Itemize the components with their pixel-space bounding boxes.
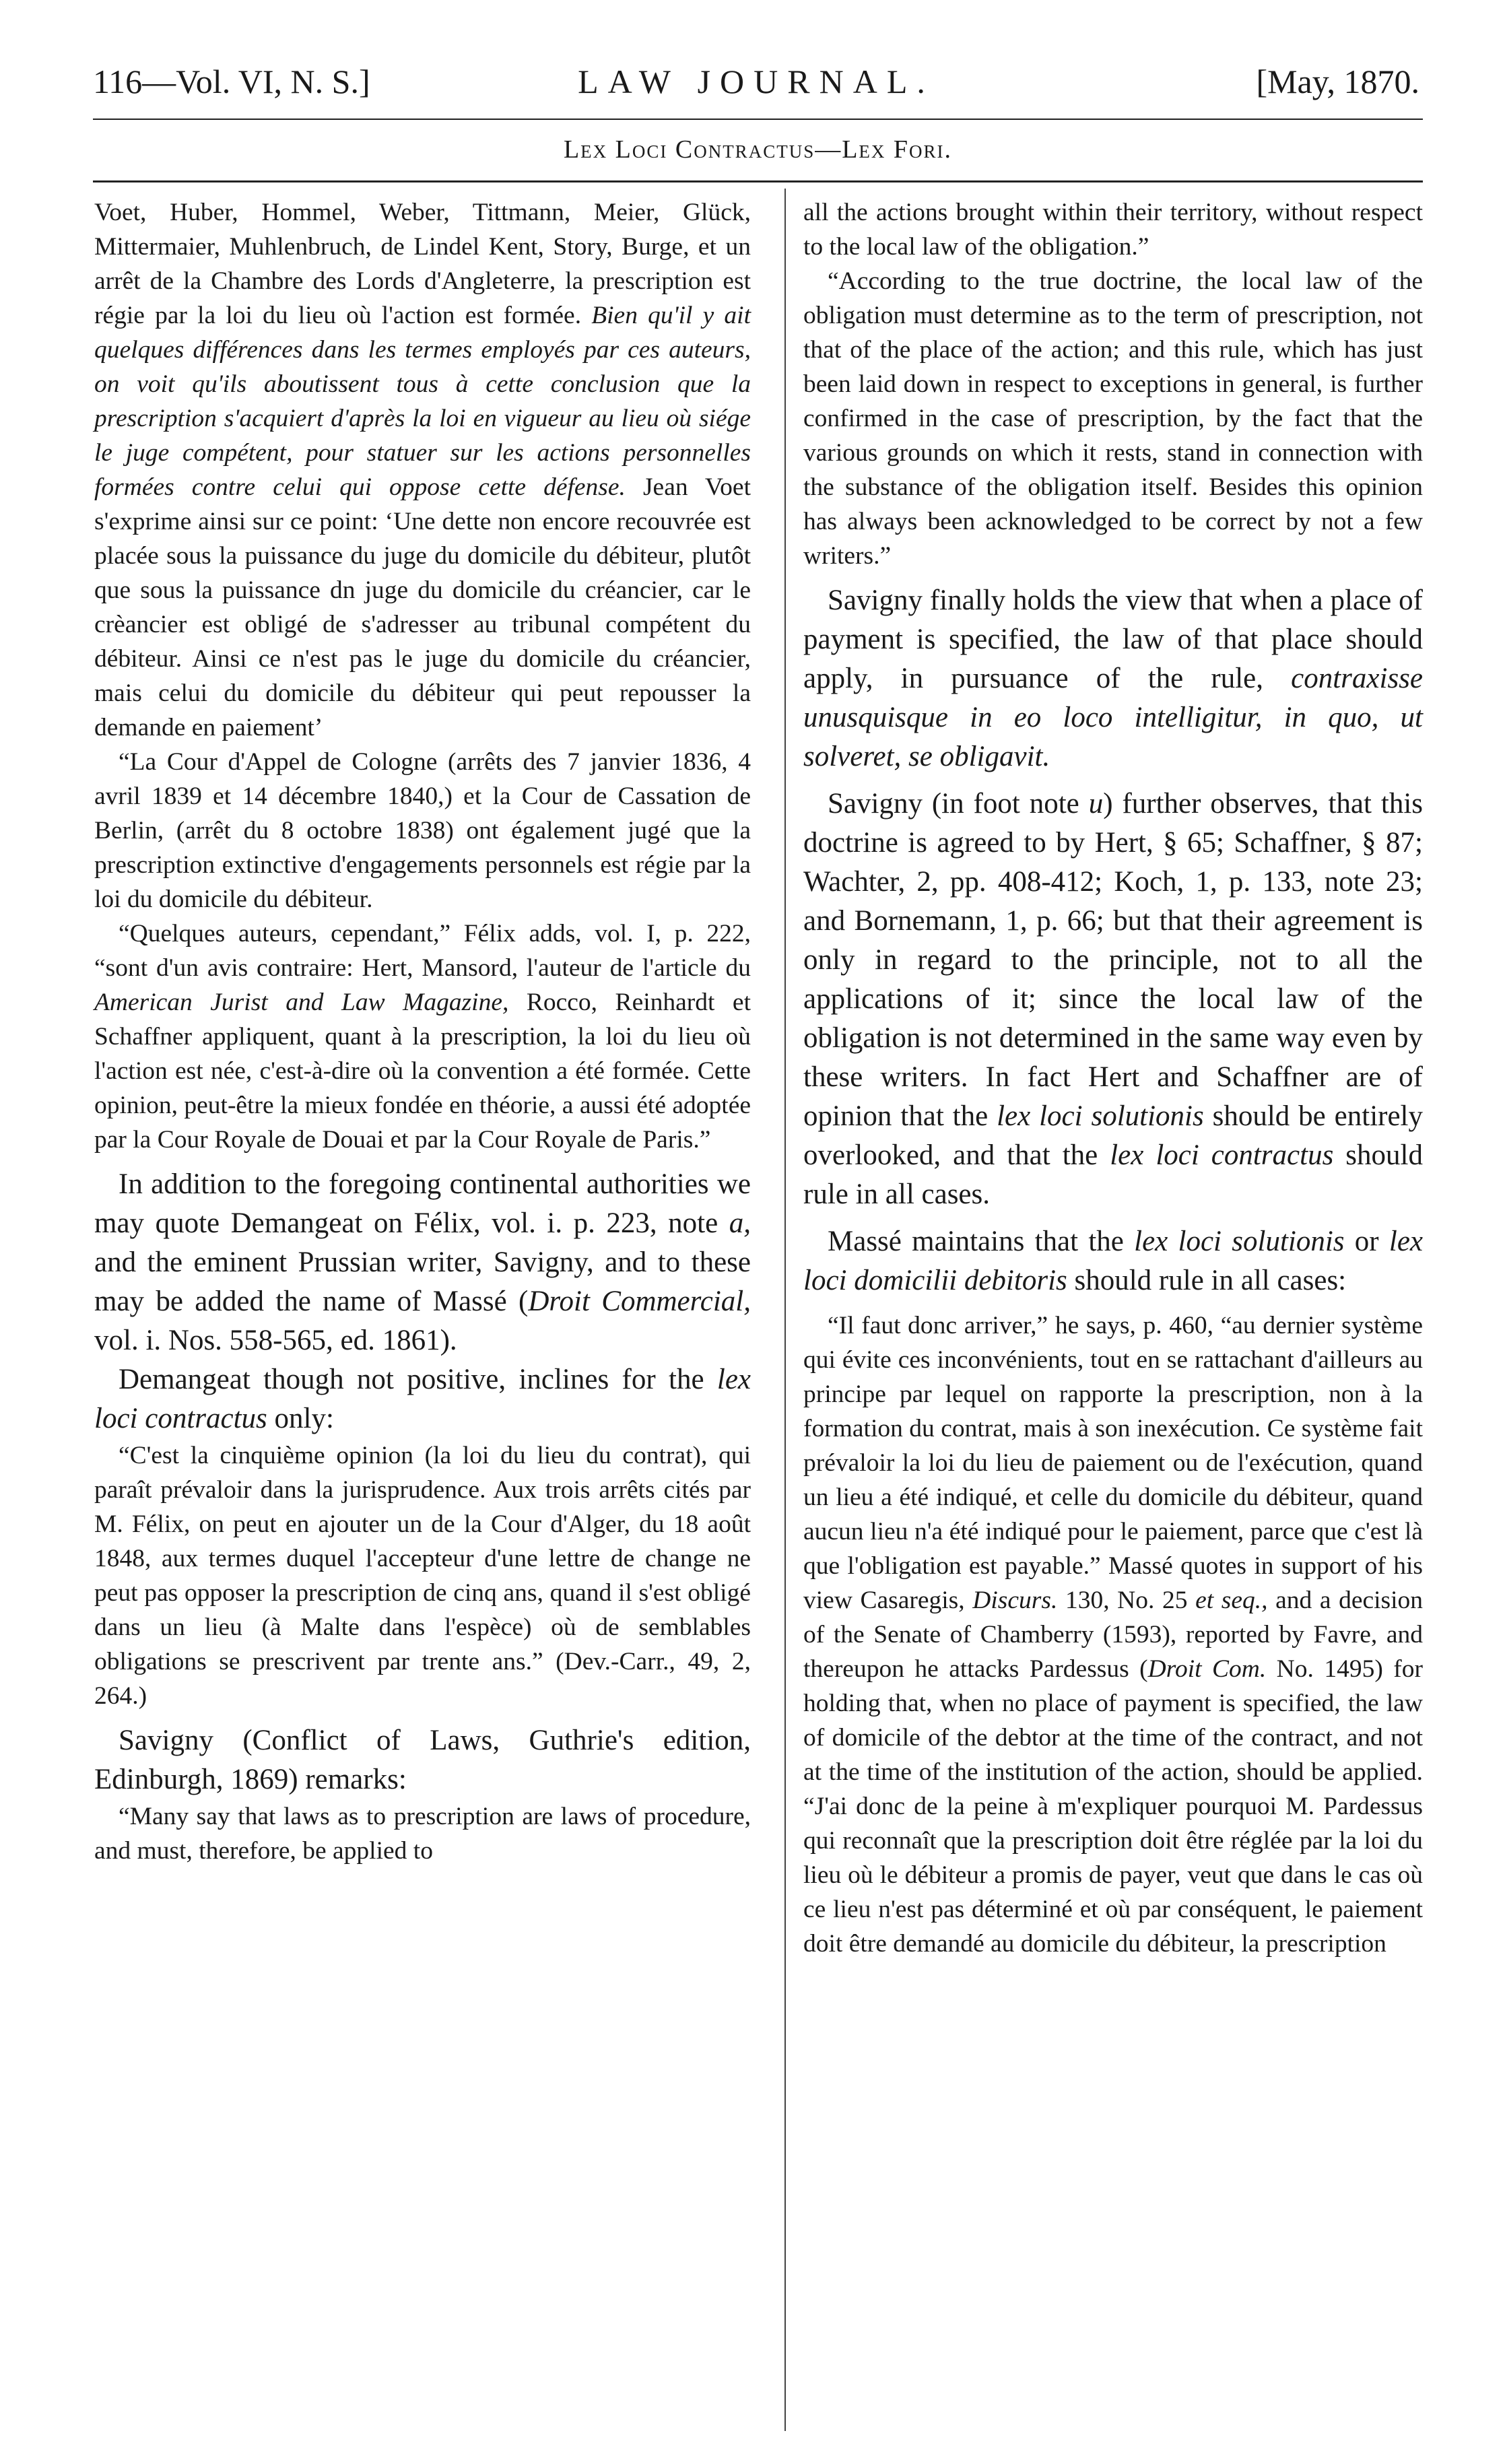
issue-date: [May, 1870. [1256,63,1419,100]
paragraph: Savigny (in foot note u) further observes, that this doctrine is agreed to by Hert, § 65; Schaffner, § 87; Wachter, 2, pp. 408-412; Koch, 1, p. 133, note 23; and Bornemann, 1, p. 66; but that their agreement is only in regard to the principle, not to all the applications of it; since the local law of the obligation is not determined in the same way even by these writers. In fact Hert and Schaffner are of opinion that the lex loci solutionis should be entirely overlooked, and that the lex loci contractus should rule in all cases. [803,788,1424,1210]
paragraph: “Many say that laws as to prescription are laws of procedure, and must, therefore, be applied to [94,1803,751,1865]
paragraph: Savigny (Conflict of Laws, Guthrie's edition, Edinburgh, 1869) remarks: [94,1725,751,1795]
header-rule [93,119,1423,120]
section-heading: Lex Loci Contractus—Lex Fori. [563,135,953,164]
page-number-volume: 116—Vol. VI, N. S.] [93,63,370,100]
paragraph: “La Cour d'Appel de Cologne (arrêts des 7 janvier 1836, 4 avril 1839 et 14 décembre 1840,) et la Cour de Cassation de Berlin, (arrêt du 8 octobre 1838) ont également jugé que la prescription extinctive d'engagements personnels est régie par la loi du domicile du débiteur. [94,748,751,913]
paragraph: Voet, Huber, Hommel, Weber, Tittmann, Meier, Glück, Mittermaier, Muhlenbruch, de Lindel Kent, Story, Burge, et un arrêt de la Chambre des Lords d'Angleterre, la prescription est régie par la loi du lieu où l'action est formée. Bien qu'il y ait quelques différences dans les termes employés par ces auteurs, on voit qu'ils aboutissent tous à cette conclusion que la prescription s'acquiert d'après la loi en vigueur au lieu où siége le juge compétent, pour statuer sur les actions personnelles formées contre celui qui oppose cette défense. Jean Voet s'exprime ainsi sur ce point: ‘Une dette non encore recouvrée est placée sous la puissance du juge du domicile du débiteur, plutôt que sous la puissance dn juge du domicile du créancier, car le crèancier est obligé de s'adresser au tribunal compétent du débiteur. Ainsi ce n'est pas le juge du domicile du créancier, mais celui du domicile du débiteur qui peut repousser la demande en paiement’ [94,199,751,741]
section-rule [93,180,1423,182]
paragraph: In addition to the foregoing continental authorities we may quote Demangeat on Félix, vol. i. p. 223, note a, and the eminent Prussian writer, Savigny, and to these may be added the name of Massé (Droit Commercial, vol. i. Nos. 558-565, ed. 1861). [94,1168,751,1356]
journal-title: LAW JOURNAL. [578,63,935,100]
left-column [94,195,751,1868]
column-divider [784,189,786,2431]
paragraph: “Il faut donc arriver,” he says, p. 460, “au dernier système qui évite ces inconvénients, tout en se rattachant d'ailleurs au principe par lequel on rapporte la prescription, non à la formation du contrat, mais à son inexécution. Ce système fait prévaloir la loi du lieu de paiement ou de l'exécution, quand un lieu a été indiqué, et celle du domicile du débiteur, quand aucun lieu n'a été indiqué pour le paiement, parce que c'est là que l'obligation est payable.” Massé quotes in support of his view Casaregis, Discurs. 130, No. 25 et seq., and a decision of the Senate of Chamberry (1593), reported by Favre, and thereupon he attacks Pardessus (Droit Com. No. 1495) for holding that, when no place of payment is specified, the law of domicile of the debtor at the time of the contract, and not at the time of the institution of the action, should be applied. “J'ai donc de la peine à m'expliquer pourquoi M. Pardessus qui reconnaît que la prescription doit être réglée par la loi du lieu où le débiteur a promis de payer, veut que dans le cas où ce lieu n'est pas déterminé et où par conséquent, le paiement doit être demandé au domicile du débiteur, la prescription [803,1312,1424,1958]
paragraph: Savigny finally holds the view that when a place of payment is specified, the law of that place should apply, in pursuance of the rule, contraxisse unusquisque in eo loco intelligitur, in quo, ut solveret, se obligavit. [803,585,1423,772]
paragraph: “According to the true doctrine, the local law of the obligation must determine as to the term of prescription, not that of the place of the action; and this rule, which has just been laid down in respect to exceptions in general, is further confirmed in the case of prescription, by the fact that the various grounds on which it rests, stand in connection with the substance of the obligation itself. Besides this opinion has always been acknowledged to be correct by not a few writers.” [803,267,1423,570]
paragraph: Demangeat though not positive, inclines for the lex loci contractus only: [94,1364,751,1434]
paragraph: all the actions brought within their territory, without respect to the local law of the obligation.” [803,199,1423,261]
paragraph: “Quelques auteurs, cependant,” Félix adds, vol. I, p. 222, “sont d'un avis contraire: Hert, Mansord, l'auteur de l'article du American Jurist and Law Magazine, Rocco, Reinhardt et Schaffner appliquent, quant à la prescription, la loi du lieu où l'action est née, c'est-à-dire où la convention a été formée. Cette opinion, peut-être la mieux fondée en théorie, a aussi été adoptée par la Cour Royale de Douai et par la Cour Royale de Paris.” [94,920,751,1154]
right-column [803,195,1423,1961]
paragraph: Massé maintains that the lex loci solutionis or lex loci domicilii debitoris should rule in all cases: [803,1226,1424,1296]
running-header [93,62,1419,109]
paragraph: “C'est la cinquième opinion (la loi du lieu du contrat), qui paraît prévaloir dans la jurisprudence. Aux trois arrêts cités par M. Félix, on peut en ajouter un de la Cour d'Alger, du 18 août 1848, aux termes duquel l'accepteur d'une lettre de change ne peut pas opposer la prescription de cinq ans, quand il s'est obligé dans un lieu (à Malte dans l'espèce) où de semblables obligations se prescrivent par trente ans.” (Dev.-Carr., 49, 2, 264.) [94,1442,751,1710]
